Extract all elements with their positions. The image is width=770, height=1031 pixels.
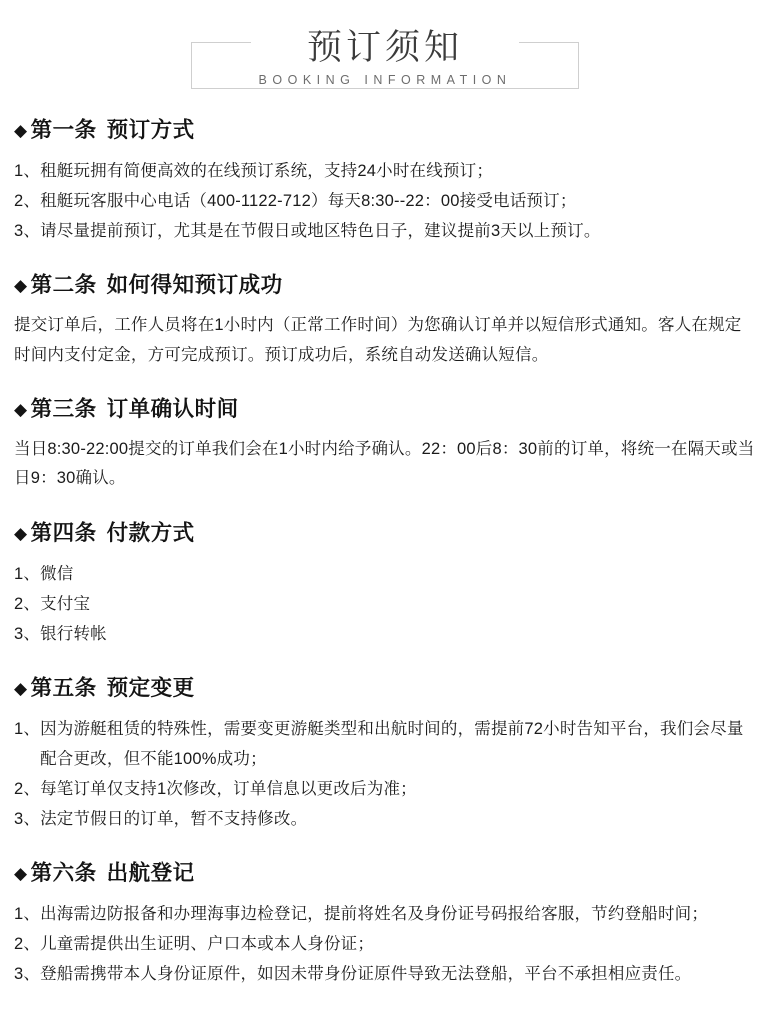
section-title: 付款方式 [106,520,195,545]
section-number: 第二条 [30,273,97,298]
section [14,856,756,989]
section-heading [14,113,756,144]
section-title: 订单确认时间 [106,397,239,422]
list-item-number: 3、 [14,222,41,241]
list-item-text: 儿童需提供出生证明、户口本或本人身份证； [40,934,375,953]
list-item-number: 2、 [14,594,41,613]
list-item-number: 1、 [14,564,41,583]
list-item-text: 支付宝 [40,594,91,613]
list-item-number: 1、 [14,162,41,181]
list-item-number: 2、 [14,934,41,953]
list-item [14,959,756,989]
page-title: 预订须知 [306,28,463,67]
page-subtitle: BOOKING INFORMATION [258,73,512,88]
list-item [14,804,756,834]
section [14,113,756,246]
list-item-text: 每笔订单仅支持1次修改，订单信息以更改后为准； [40,779,417,798]
section-heading [14,856,756,887]
list-item-text: 租艇玩拥有简便高效的在线预订系统，支持24小时在线预订； [40,162,494,181]
list-item [14,156,756,186]
list-item-text: 请尽量提前预订，尤其是在节假日或地区特色日子，建议提前3天以上预订。 [40,222,601,241]
section-title: 出航登记 [106,860,195,885]
section-list [14,714,756,834]
list-item-text: 微信 [40,564,74,583]
section [14,671,756,834]
list-item [14,899,756,929]
list-item-number: 3、 [14,809,41,828]
list-item-number: 1、 [14,904,41,923]
section-paragraph: 提交订单后，工作人员将在1小时内（正常工作时间）为您确认订单并以短信形式通知。客人在规定时间内支付定金，方可完成预订。预订成功后，系统自动发送确认短信。 [14,316,742,364]
list-item-text: 因为游艇租赁的特殊性，需要变更游艇类型和出航时间的，需提前72小时告知平台，我们会尽量配合更改，但不能100%成功； [40,719,744,768]
list-item-number: 2、 [14,192,41,211]
diamond-bullet-icon: ◆ [14,121,28,141]
list-item [14,619,756,649]
section-heading [14,671,756,702]
section-title: 如何得知预订成功 [106,273,283,298]
diamond-bullet-icon: ◆ [14,678,28,698]
diamond-bullet-icon: ◆ [14,863,28,883]
diamond-bullet-icon: ◆ [14,400,28,420]
diamond-bullet-icon: ◆ [14,276,28,296]
list-item-number: 3、 [14,624,41,643]
header-title-block [191,28,580,87]
sections-container [14,113,756,989]
list-item-text: 租艇玩客服中心电话（400-1122-712）每天8:30--22：00接受电话预订； [40,192,577,211]
section-number: 第五条 [30,675,97,700]
section-list [14,559,756,649]
list-item-text: 登船需携带本人身份证原件，如因未带身份证原件导致无法登船，平台不承担相应责任。 [40,964,692,983]
section-heading [14,268,756,299]
section-list [14,156,756,246]
list-item-number: 2、 [14,779,41,798]
section-heading [14,516,756,547]
section-number: 第四条 [30,520,97,545]
list-item [14,559,756,589]
document-header [14,18,756,95]
list-item [14,714,756,774]
list-item-text: 法定节假日的订单，暂不支持修改。 [40,809,308,828]
section-title: 预定变更 [106,675,195,700]
list-item-text: 银行转帐 [40,624,107,643]
section-number: 第一条 [30,118,97,143]
list-item [14,929,756,959]
section-list [14,899,756,989]
section-paragraph: 当日8:30-22:00提交的订单我们会在1小时内给予确认。22：00后8：30前的订单，将统一在隔天或当日9：30确认。 [14,440,755,488]
list-item [14,774,756,804]
diamond-bullet-icon: ◆ [14,523,28,543]
list-item [14,589,756,619]
list-item-number: 3、 [14,964,41,983]
section-number: 第三条 [30,397,97,422]
list-item-text: 出海需边防报备和办理海事边检登记，提前将姓名及身份证号码报给客服，节约登船时间； [40,904,709,923]
list-item [14,216,756,246]
section-number: 第六条 [30,860,97,885]
section-title: 预订方式 [106,118,195,143]
section-heading [14,392,756,423]
list-item-number: 1、 [14,719,41,738]
section [14,392,756,494]
section [14,516,756,649]
list-item [14,186,756,216]
section [14,268,756,370]
